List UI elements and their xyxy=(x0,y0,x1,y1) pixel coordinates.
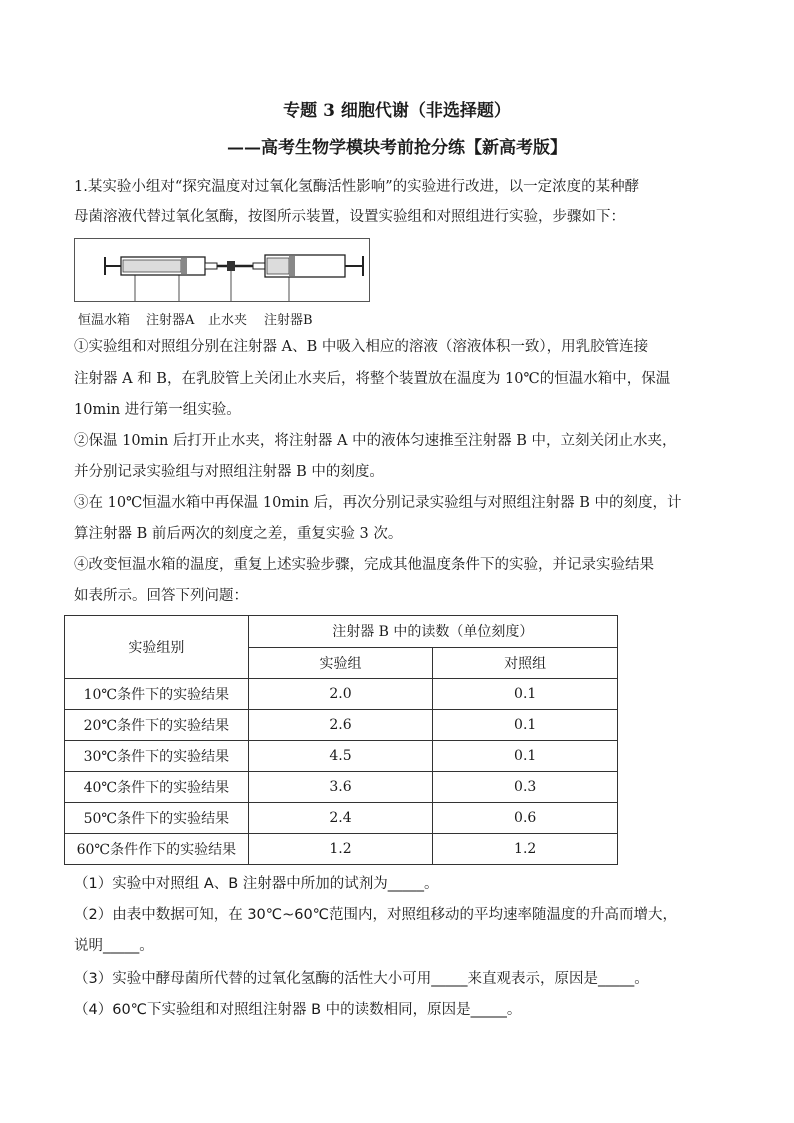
header-experiment-cell: 实验组 xyxy=(248,647,433,679)
control-value: 0.1 xyxy=(433,741,618,772)
control-value: 0.1 xyxy=(433,679,618,710)
row-label: 40℃条件下的实验结果 xyxy=(65,772,249,803)
step-line-5: 并分别记录实验组与对照组注射器 B 中的刻度。 xyxy=(74,464,384,480)
syringe-diagram xyxy=(75,239,369,301)
row-label: 50℃条件下的实验结果 xyxy=(65,803,249,834)
header-control-cell: 对照组 xyxy=(433,647,618,679)
question-3: （3）实验中酵母菌所代替的过氧化氢酶的活性大小可用_____来直观表示，原因是_____。 xyxy=(74,971,649,987)
step-line-6: ③在 10℃恒温水箱中再保温 10min 后，再次分别记录实验组与对照组注射器 B 中的刻度，计 xyxy=(74,495,682,511)
experiment-value: 4.5 xyxy=(248,741,433,772)
label-water-bath: 恒温水箱 xyxy=(78,313,131,328)
control-value: 1.2 xyxy=(433,834,618,865)
results-table xyxy=(64,615,618,865)
table-header-row xyxy=(65,616,618,648)
row-label: 30℃条件下的实验结果 xyxy=(65,741,249,772)
row-label: 20℃条件下的实验结果 xyxy=(65,710,249,741)
step-line-8: ④改变恒温水箱的温度，重复上述实验步骤，完成其他温度条件下的实验，并记录实验结果 xyxy=(74,557,654,573)
step-line-2: 注射器 A 和 B，在乳胶管上关闭止水夹后，将整个装置放在温度为 10℃的恒温水箱中，保温 xyxy=(74,371,671,387)
intro-line-2: 母菌溶液代替过氧化氢酶，按图所示装置，设置实验组和对照组进行实验，步骤如下： xyxy=(74,209,625,225)
step-line-4: ②保温 10min 后打开止水夹，将注射器 A 中的液体匀速推至注射器 B 中，立刻关闭止水夹， xyxy=(74,433,677,449)
question-1: （1）实验中对照组 A、B 注射器中所加的试剂为_____。 xyxy=(74,876,439,892)
step-line-1: ①实验组和对照组分别在注射器 A、B 中吸入相应的溶液（溶液体积一致），用乳胶管连接 xyxy=(74,339,649,355)
experiment-value: 1.2 xyxy=(248,834,433,865)
control-value: 0.6 xyxy=(433,803,618,834)
row-label: 60℃条件作下的实验结果 xyxy=(65,834,249,865)
page-subtitle: ——高考生物学模块考前抢分练【新高考版】 xyxy=(227,138,567,158)
row-label: 10℃条件下的实验结果 xyxy=(65,679,249,710)
header-reading-cell: 注射器 B 中的读数（单位刻度） xyxy=(248,616,617,648)
table-row xyxy=(65,803,618,834)
table-row xyxy=(65,679,618,710)
question-2-line-2: 说明_____。 xyxy=(74,938,154,954)
header-group-cell: 实验组别 xyxy=(65,616,249,679)
experiment-value: 2.4 xyxy=(248,803,433,834)
table-row xyxy=(65,710,618,741)
table-row xyxy=(65,772,618,803)
table-row xyxy=(65,741,618,772)
step-line-9: 如表所示。回答下列问题： xyxy=(74,588,248,604)
label-clamp: 止水夹 xyxy=(208,313,248,328)
apparatus-figure xyxy=(74,238,370,328)
experiment-value: 2.0 xyxy=(248,679,433,710)
step-line-7: 算注射器 B 前后两次的刻度之差，重复实验 3 次。 xyxy=(74,526,403,542)
label-syringe-b: 注射器B xyxy=(264,313,313,328)
experiment-value: 3.6 xyxy=(248,772,433,803)
question-4: （4）60℃下实验组和对照组注射器 B 中的读数相同，原因是_____。 xyxy=(74,1002,522,1018)
label-syringe-a: 注射器A xyxy=(146,313,195,328)
question-2-line-1: （2）由表中数据可知，在 30℃~60℃范围内，对照组移动的平均速率随温度的升高而增大， xyxy=(74,907,677,923)
apparatus-frame xyxy=(74,238,370,302)
control-value: 0.3 xyxy=(433,772,618,803)
table-row xyxy=(65,834,618,865)
intro-line-1: 1.某实验小组对“探究温度对过氧化氢酶活性影响”的实验进行改进，以一定浓度的某种酵 xyxy=(74,179,640,195)
experiment-value: 2.6 xyxy=(248,710,433,741)
step-line-3: 10min 进行第一组实验。 xyxy=(74,402,241,418)
page-title: 专题 3 细胞代谢（非选择题） xyxy=(283,101,511,121)
control-value: 0.1 xyxy=(433,710,618,741)
